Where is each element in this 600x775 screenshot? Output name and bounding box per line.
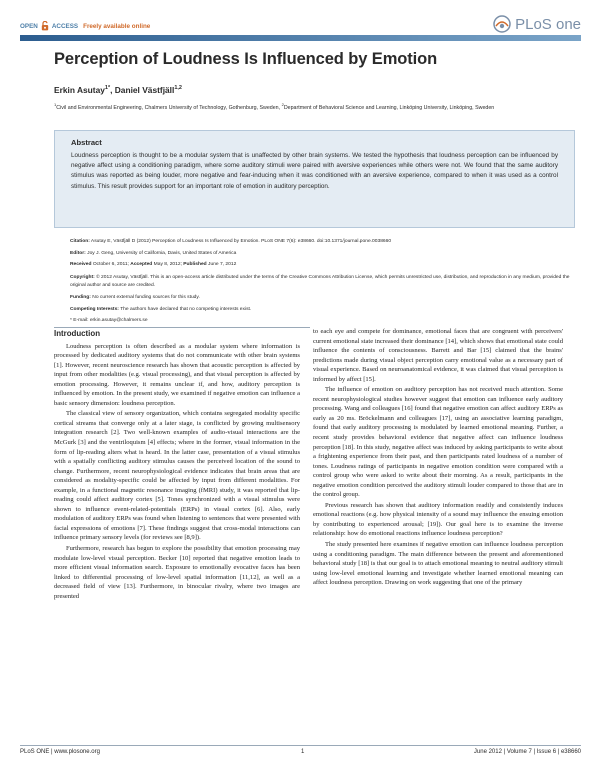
published-label: Published <box>183 262 207 267</box>
author-name[interactable]: Daniel Västfjäll <box>114 85 175 95</box>
oa-access-label: ACCESS <box>51 22 79 30</box>
footer-divider <box>20 745 581 746</box>
paragraph: The study presented here examines if negative emotion can influence loudness perception using a conditioning paradigm. The main difference between the present and aforementioned behavioral study [18] is that our goal is to attach emotional meaning to neutral auditory stimuli using low-level emotional learning and investigate whether learned emotional meaning can affect loudness perception. Drawing on work suggesting that one of the primary <box>313 541 563 587</box>
oa-free-label: Freely available online <box>83 22 151 30</box>
dates-line <box>70 261 570 269</box>
journal-url[interactable]: PLoS ONE | www.plosone.org <box>20 749 100 755</box>
competing-interests-line <box>70 306 570 314</box>
affiliation-text: Department of Behavioral Science and Learning, Linköping University, Linköping, Sweden <box>283 104 495 111</box>
paragraph: to each eye and compete for dominance, emotional faces that are congruent with perceivers' current emotional state increased their dominance [14], which shows that emotional state could influence the contents of consciousness. Barrett and Bar [15] claimed that the brains' predictions made during visual object perception carry emotional value as a necessary part of visual experience. Based on neuroanatomical evidence, it was claimed that visual perception is informed by affect [15]. <box>313 328 563 383</box>
affiliation-number: 2 <box>281 102 284 107</box>
competing-label: Competing Interests: <box>70 307 119 312</box>
header-bar <box>20 35 581 41</box>
funding-line <box>70 294 570 302</box>
funding-text: No current external funding sources for this study. <box>90 295 200 300</box>
editor-text: Joy J. Geng, University of California, Davis, United States of America <box>85 251 237 256</box>
paragraph: Furthermore, research has begun to explore the possibility that emotion processing may modulate low-level visual perception. Becker [10] reported that negative emotion leads to more efficient visual information search. Exposure to emotionally evocative faces has been linked to differential processing of low-level spatial information [11,12], as well as a decreased field of view [13]. Furthermore, in binocular rivalry, where two images are presented <box>54 545 300 600</box>
received-label: Received <box>70 262 92 267</box>
abstract-box <box>54 130 575 228</box>
journal-logo[interactable] <box>492 14 581 34</box>
plos-logo-icon <box>492 14 512 34</box>
paragraph: Loudness perception is often described as a modular system where information is processed by dedicated auditory systems that do not communicate with other brain systems [1]. However, recent neuroscience research has shown that acoustic perception is affected by input from other modalities (e.g. visual processing), and that visual perception is affected by emotion processing. However, it remains unclear if, and how, auditory perception is influenced by emotion. In the present study, we examined if negative emotion can influence a basic sensory dimension: loudness perception. <box>54 342 300 407</box>
corresponding-marker: * <box>107 85 111 92</box>
competing-text: The authors have declared that no competing interests exist. <box>118 307 252 312</box>
accepted-date: May 8, 2012; <box>152 262 184 267</box>
section-heading-introduction: Introduction <box>54 329 101 338</box>
affiliations <box>54 101 554 112</box>
affiliation-marker: 1 <box>104 85 108 92</box>
email-text[interactable]: * E-mail: erkin.asutay@chalmers.se <box>70 318 148 323</box>
funding-label: Funding: <box>70 295 91 300</box>
copyright-label: Copyright: <box>70 275 95 280</box>
body-column-left <box>54 329 300 602</box>
citation-label: Citation: <box>70 239 90 244</box>
published-date: June 7, 2012 <box>206 262 237 267</box>
copyright-line <box>70 274 570 290</box>
affiliation-marker: 1,2 <box>174 85 182 92</box>
citation-line <box>70 238 570 246</box>
citation-text[interactable]: Asutay E, Västfjäll D (2012) Perception of Loudness Is Influenced by Emotion. PLoS ONE 7(6): e38660. doi:10.1371/journal.pone.0038660 <box>89 239 392 244</box>
body-column-right <box>313 327 563 589</box>
author-list <box>54 85 182 95</box>
email-line[interactable] <box>70 317 570 325</box>
oa-open-label: OPEN <box>20 22 38 30</box>
author-separator: , <box>110 85 115 95</box>
copyright-text: © 2012 Asutay, Västfjäll. This is an open-access article distributed under the terms of the Creative Commons Attribution License, which permits unrestricted use, distribution, and reproduction in any medium, provided the original author and source are credited. <box>70 275 570 289</box>
paragraph: Previous research has shown that auditory information readily and consistently induces emotional reactions (e.g. how physical intensity of a sound may influence the ensuing emotion by contributing to experienced arousal; [19]). Our goal here is to examine the inverse relationship: how do emotional reactions influence loudness perception? <box>313 501 563 538</box>
article-title: Perception of Loudness Is Influenced by Emotion <box>54 50 438 68</box>
affiliation-number: 1 <box>54 102 57 107</box>
abstract-heading: Abstract <box>71 138 102 147</box>
divider <box>54 327 310 328</box>
open-access-banner <box>20 20 150 32</box>
affiliation-text: Civil and Environmental Engineering, Chalmers University of Technology, Gothenburg, Sweden, <box>56 104 282 111</box>
paragraph: The classical view of sensory organization, which contains segregated modality specific cortical streams that converge only at a later stage, is conflicted by growing multisensory integration research [2]. Two well-known examples of audio-visual interactions are the McGurk [3] and the ventriloquism [4] effects; where in the former, visual information in the form of lip-reading alters what is heard. In the latter case, presentation of a visual stimulus with a spatially conflicting auditory stimulus causes the perceived location of the sound to change. Furthermore, recent neurophysiological evidence indicates that brain areas that are considered as modality-specific could be affected by input from different modalities. For example, in a functional magnetic resonance imaging (fMRI) study, it was reported that lip-reading could affect auditory cortex [5]. Tones synchronized with a visual stimulus were shown to influence event-related-potentials (ERPs) in visual cortex [6]. Also, early modulation of auditory ERPs was found when listening to sentences that were presented with facial expressions of emotions [7]. These findings suggest that cross-modal interactions can influence primary sensory levels (for reviews see [8,9]). <box>54 410 300 542</box>
issue-info: June 2012 | Volume 7 | Issue 6 | e38660 <box>473 749 581 755</box>
paragraph: The influence of emotion on auditory perception has not received much attention. Some recent neurophysiological studies however suggest that emotion can influence early auditory processing. Wang and colleagues [16] found that negative emotion can affect auditory ERPs as early as 20 ms. Bröckelmann and colleagues [17], using an associative learning paradigm, found that early auditory processing is modulated by learned emotional meaning. Further, a recent study provides behavioral evidence that negative affect can influence loudness perception [18]. In this study, negative affect was induced by asking participants to write about a frightening experience from their past, and then participants rated loudness of a number of tones. Loudness ratings of participants in negative emotion condition were compared with a control group who were asked to write about their morning. As a result, participants in the negative emotion condition perceived the auditory stimuli louder compared to those that are in the control group. <box>313 386 563 499</box>
page-number: 1 <box>301 749 305 755</box>
author-name[interactable]: Erkin Asutay <box>54 85 105 95</box>
journal-logo-text: PLoS one <box>515 15 581 33</box>
accepted-label: Accepted <box>130 262 153 267</box>
received-date: October 6, 2011; <box>91 262 131 267</box>
abstract-text: Loudness perception is thought to be a modular system that is unaffected by other brain systems. We tested the hypothesis that loudness perception can be influenced by negative affect using a conditioning paradigm, where some auditory stimuli were paired with aversive experiences while others were not. We found that the same auditory stimulus was reported as being louder, more negative and fear-inducing when it was conditioned with an aversive experience, compared to when it was used as a control stimulus. This result provides support for an important role of emotion in auditory perception. <box>71 152 558 190</box>
editor-label: Editor: <box>70 251 86 256</box>
page-footer <box>20 749 581 759</box>
open-access-lock-icon <box>41 21 49 31</box>
editor-line <box>70 250 570 258</box>
